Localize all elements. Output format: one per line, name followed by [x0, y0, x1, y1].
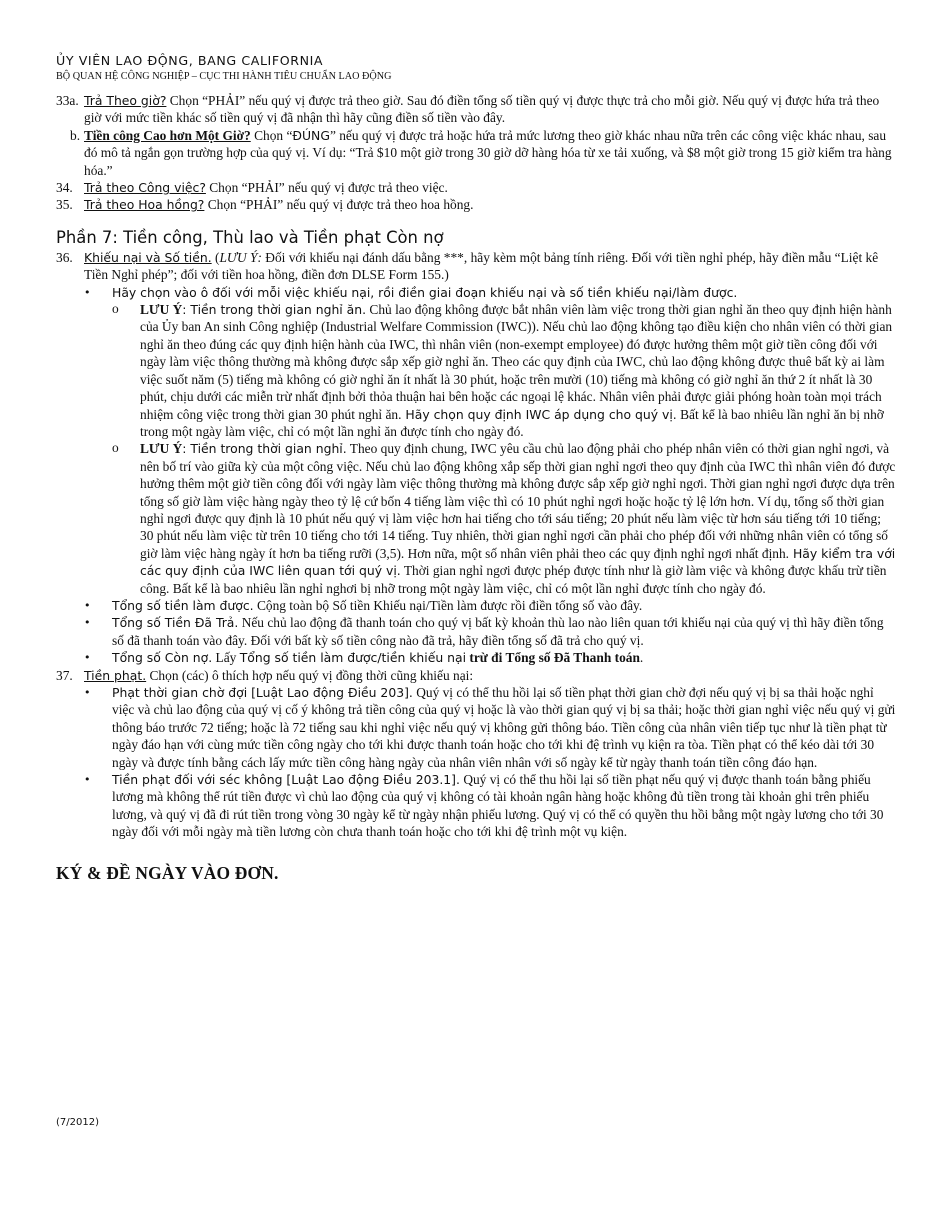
item-text: Đối với khiếu nại đánh dấu bằng ***, hãy kèm một bảng tính riêng. Đối với tiền nghỉ phép, hãy điền mẫu “Liệt kê Tiền Nghỉ phép”; đối với tiền hoa hồng, điền đơn DLSE Form 155.) — [84, 249, 879, 283]
note-lead: LƯU Ý: — [219, 249, 262, 265]
section-title: Phần 7: Tiền công, Thù lao và Tiền phạt Còn nợ — [56, 227, 444, 247]
document-page — [56, 52, 896, 882]
item-label: Tiền phạt. — [84, 667, 147, 683]
list-item — [84, 684, 896, 771]
item-37 — [56, 667, 896, 684]
note-lead: LƯU Ý — [140, 302, 183, 318]
item-text: Chọn “PHẢI” nếu quý vị được trả theo giờ. Sau đó điền tổng số tiền quý vị được thực trả cho mỗi giờ. Nếu quý vị được hứa trả theo giờ với mức tiền khác số tiền quý vị đã nhận thì hãy cũng điền số tiền vào đây. — [84, 93, 880, 126]
list-item — [84, 597, 896, 614]
item-36-bullets — [56, 284, 896, 667]
item-33b — [56, 127, 896, 179]
note-apply: Hãy kiểm tra với các quy định của IWC liên quan tới quý vị. — [140, 545, 896, 579]
item-label: Tiền công Cao hơn Một Giờ? — [84, 127, 251, 143]
note-tail: Bất kể là bao nhiêu lần nghỉ ăn bị nhỡ trong một ngày làm việc, chỉ có một lần nghỉ ăn được tính cho ngày đó. — [140, 406, 884, 439]
item-label: Khiếu nại và Số tiền. — [84, 249, 212, 265]
note-apply: Hãy chọn quy định IWC áp dụng cho quý vị. — [401, 406, 677, 422]
item-text: Chọn (các) ô thích hợp nếu quý vị đồng thời cũng khiếu nại: — [146, 667, 474, 683]
note-title: : Tiền trong thời gian nghỉ ăn. — [182, 302, 367, 318]
item-text: ( — [211, 249, 220, 265]
bullet-emphasis: trừ đi Tổng số Đã Thanh toán — [469, 650, 640, 666]
item-label: Trả theo Hoa hồng? — [84, 197, 205, 213]
item-text: Chọn “PHẢI” nếu quý vị được trả theo hoa hồng. — [204, 197, 474, 213]
bullet-icon: • — [84, 686, 91, 699]
sub-bullet-icon: o — [112, 301, 119, 317]
bullet-text: Cộng toàn bộ Số tiền Khiếu nại/Tiền làm được rồi điền tổng số vào đây. — [253, 597, 643, 613]
bullet-label: Tổng số Còn nợ. — [112, 650, 213, 666]
list-item — [84, 614, 896, 649]
bullet-icon: • — [84, 598, 91, 612]
sign-and-date-heading: KÝ & ĐỀ NGÀY VÀO ĐƠN. — [56, 862, 279, 883]
item-label: Trả theo Công việc? — [84, 180, 206, 196]
bullet-text: Nếu chủ lao động đã thanh toán cho quý vị bất kỳ khoản thù lao nào liên quan tới khiếu nại của quý vị thì hãy điền tổng số đã thanh toán vào đây. Đối với bất kỳ số tiền công nào đã trả, hãy điền tổng số đã trả cho quý vị. — [112, 615, 884, 648]
bullet-label: Tiền phạt đối với séc không [Luật Lao động Điều 203.1]. — [112, 772, 460, 788]
bullet-text: Lấy — [212, 650, 240, 666]
note-list — [112, 301, 896, 597]
item-text-emphasis: ĐÚNG — [292, 127, 330, 143]
note-rest-break — [112, 440, 896, 597]
note-text: Chủ lao động không được bắt nhân viên làm việc trong thời gian nghỉ ăn theo quy định hiện hành của Ủy ban An sinh Công nghiệp (Industrial Welfare Commission (IWC)). Nếu chủ lao động không tạo điều kiện cho nhân viên có thời gian nghỉ ăn theo đúng các quy định hiện hành của IWC, thì nhân viên (non-exempt employee) đó được hưởng thêm một giờ tiền công đối với ngày làm việc thông thường mà không được sắp xếp giờ nghỉ ăn. Theo các quy định của IWC, chủ lao động không được thuê bất kỳ ai làm việc suốt năm (5) tiếng mà không có giờ nghỉ ăn ít nhất là 30 phút, hoặc trên mười (10) tiếng mà không có giờ nghỉ ăn thứ 2 ít nhất là 30 phút, chịu dưới các miễn trừ nhất định bởi thỏa thuận hai bên hoặc các ngoại lệ khác. Nhân viên phải được giải phóng hoàn toàn mọi trách nhiệm công việc trong thời gian 30 phút nghỉ ăn. — [140, 302, 893, 422]
bullet-text: Quý vị có thể thu hồi lại số tiền phạt thời gian chờ đợi nếu quý vị bị sa thải hoặc nghỉ việc và chủ lao động của quý vị cố ý không trả tiền công của quý vị hoặc là vào thời gian quý vị bị sa thải; hoặc thời gian nghỉ việc nếu quý vị gửi thông báo trước 72 tiếng; hoặc là 72 tiếng sau khi nghỉ việc nếu quý vị không gửi thông báo. Tiền công của nhân viên tiếp tục như là tiền phạt từ ngày đáo hạn với cùng mức tiền công ngày cho tới khi được thanh toán hoặc cho tới khi đệ trình vụ kiện ra tòa. Tiền phạt có thể kéo dài tới 30 ngày và được tính bằng cách lấy mức tiền công hàng ngày của nhân viên nhân với số ngày kể từ ngày thanh toán tiền công đáo hạn. — [112, 685, 896, 770]
item-34 — [56, 179, 896, 196]
item-number: 37. — [56, 667, 73, 683]
item-text: Chọn “PHẢI” nếu quý vị được trả theo việc. — [205, 180, 448, 196]
bullet-text: Quý vị có thể thu hồi lại số tiền phạt nếu quý vị được thanh toán bằng phiếu lương mà không thể rút tiền được vì chủ lao động của quý vị không có tài khoản ngân hàng hoặc không đủ tiền trong tài khoản ghi trên phiếu lương, và quý vị đã đi rút tiền trong vòng 30 ngày kể từ ngày nhận phiếu lương. Quý vị có thể có quyền thu hồi bằng một ngày lương cho tới 30 ngày đối với mỗi ngày mà tiền lương còn chưa thanh toán hoặc cho tới khi đệ trình một vụ kiện. — [112, 772, 884, 840]
item-number: 34. — [56, 180, 73, 196]
bullet-icon: • — [84, 773, 91, 787]
footer-date: (7/2012) — [56, 1117, 99, 1128]
list-item — [84, 649, 896, 666]
note-text: Theo quy định chung, IWC yêu cầu chủ lao động phải cho phép nhân viên có thời gian nghỉ ngơi, và nên bố trí vào giữa kỳ của một công việc. Nếu chủ lao động không xắp sếp thời gian nghỉ ngơi theo quy định của IWC thì nhân viên đó được hưởng thêm một giờ tiền công đối với ngày làm việc thông thường mà không được sắp xếp giờ nghỉ ngơi. Thời gian nghỉ ngơi được dựa trên tổng số giờ làm việc hàng ngày theo tỷ lệ cứ bốn 4 tiếng làm việc thì có 10 phút nghỉ ngơi hoặc hoặc tỷ lệ lớn hơn. Ví dụ, tổng số thời gian nghỉ ngơi được quy định là 10 phút nếu quý vị làm việc hơn hai tiếng cho tới sáu tiếng; 20 phút nếu làm việc từ hơn sáu tiếng tới 10 tiếng; 30 phút nếu làm việc từ trên 10 tiếng cho tới 14 tiếng. Tuy nhiên, thời gian nghỉ ngơi cần phải cho phép đối với những nhân viên có tổng số giờ làm việc hàng ngày ít hơn ba tiếng rưỡi (3,5). Hơn nữa, một số nhân viên phải theo các quy định nghỉ ngơi nhất định. — [140, 441, 896, 561]
item-37-bullets — [56, 684, 896, 841]
bullet-label: Phạt thời gian chờ đợi [Luật Lao động Điều 203]. — [112, 685, 413, 700]
bullet-label: Tổng số tiền làm được. — [112, 597, 254, 613]
bullet-icon: • — [84, 616, 91, 630]
bullet-icon: • — [84, 285, 91, 299]
item-number: 35. — [56, 197, 73, 213]
bullet-text: . — [639, 650, 644, 666]
item-label: Trả Theo giờ? — [84, 93, 167, 108]
bullet-emphasis: Tổng số tiền làm được/tiền khiếu nại — [239, 650, 467, 666]
item-36 — [56, 249, 896, 284]
header-subtitle: BỘ QUAN HỆ CÔNG NGHIỆP – CỤC THI HÀNH TIÊU CHUẨN LAO ĐỘNG — [56, 71, 392, 82]
item-33a — [56, 92, 896, 127]
bullet-icon: • — [84, 651, 91, 665]
item-number: 33a. — [56, 93, 79, 108]
item-number: 36. — [56, 249, 73, 265]
list-item — [84, 284, 896, 597]
bullet-text: Hãy chọn vào ô đối với mỗi việc khiếu nại, rồi điền giai đoạn khiếu nại và số tiền khiếu nại/làm được. — [112, 284, 738, 300]
item-text: Chọn “ — [250, 127, 293, 143]
item-text: ” nếu quý vị được trả hoặc hứa trả mức lương theo giờ khác nhau nữa trên các công việc khác nhau, sau đó mô tả ngắn gọn trường hợp của quý vị. Ví dụ: “Trả $10 một giờ trong 30 giờ dỡ hàng hóa từ xe tải xuống, và $8 một giờ trong 15 giờ kiểm tra hàng hóa.” — [84, 127, 892, 178]
item-35 — [56, 196, 896, 213]
header-title: ỦY VIÊN LAO ĐỘNG, BANG CALIFORNIA — [56, 53, 324, 68]
note-lead: LƯU Ý — [140, 441, 183, 457]
sub-bullet-icon: o — [112, 440, 119, 456]
note-tail: Thời gian nghỉ ngơi được phép được tính như là giờ làm việc và không được khấu trừ tiền công. Bất kể là bao nhiêu lần nghỉ nghơi bị nhỡ trong một ngày làm việc, chỉ có một lần nghỉ được tính cho ngày đó. — [140, 563, 887, 596]
note-title: : Tiền trong thời gian nghỉ. — [182, 441, 347, 457]
bullet-label: Tổng số Tiền Đã Trả. — [112, 615, 239, 631]
list-item — [84, 771, 896, 841]
note-meal-break — [112, 301, 896, 440]
item-number: b. — [70, 127, 81, 143]
